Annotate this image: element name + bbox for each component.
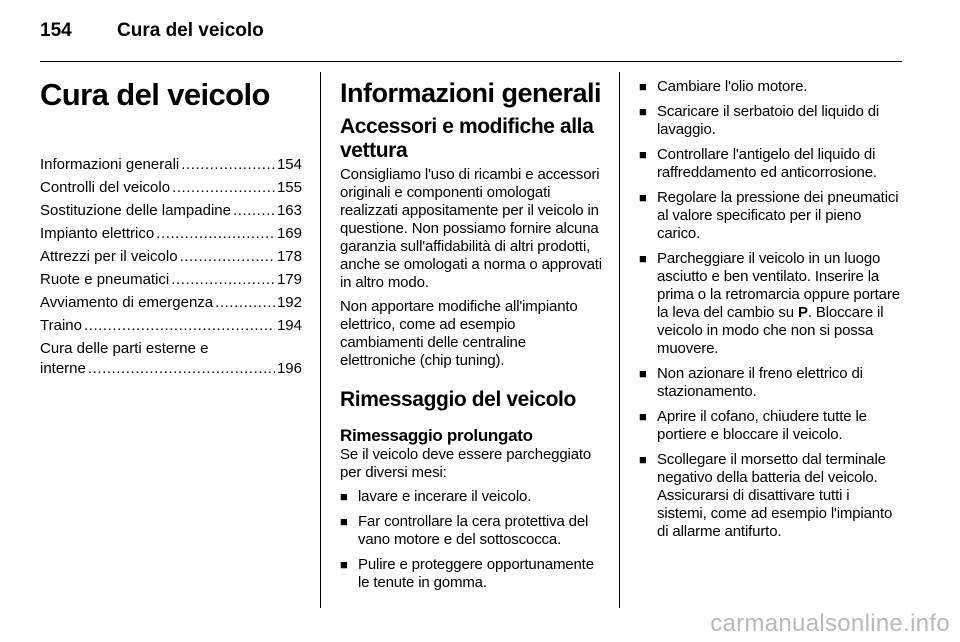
square-bullet-icon: ■ — [340, 489, 348, 504]
column-divider-2 — [619, 72, 620, 608]
leader-dots — [215, 293, 275, 313]
storage-bullet-list — [340, 488, 602, 592]
square-bullet-icon: ■ — [639, 104, 647, 119]
leader-dots — [181, 155, 275, 175]
toc-column — [40, 72, 302, 382]
leader-dots — [88, 359, 275, 379]
list-item: ■ Cambiare l'olio motore. — [639, 78, 808, 95]
header-divider — [40, 61, 902, 62]
square-bullet-icon: ■ — [340, 514, 348, 529]
storage-intro: Se il veicolo deve essere parcheggiato per diversi mesi: — [340, 446, 592, 481]
toc-item[interactable]: Cura delle parti esterne e interne . . . 196 — [40, 339, 302, 379]
square-bullet-icon: ■ — [340, 557, 348, 572]
column-divider-1 — [320, 72, 321, 608]
list-item: ■ Far controllare la cera protettiva del vano motore e del sottoscocca. — [340, 513, 589, 548]
toc-item[interactable]: Attrezzi per il veicolo . . . 178 — [40, 247, 302, 267]
square-bullet-icon: ■ — [639, 366, 647, 381]
toc-item[interactable]: Ruote e pneumatici . . . 179 — [40, 270, 302, 290]
middle-column — [340, 72, 602, 599]
list-item: ■ Pulire e proteggere opportunamente le tenute in gomma. — [340, 556, 594, 591]
gear-position-p: P — [797, 304, 808, 321]
toc-item[interactable]: Sostituzione delle lampadine . . . 163 — [40, 201, 302, 221]
page-header — [40, 20, 902, 48]
leader-dots — [180, 247, 275, 267]
square-bullet-icon: ■ — [639, 147, 647, 162]
watermark: carmanualsonline.info — [710, 610, 950, 637]
list-item: ■ Regolare la pressione dei pneumatici al valore specificato per il pieno carico. — [639, 189, 899, 242]
leader-dots — [233, 201, 275, 221]
list-item: ■ Parcheggiare il veicolo in un luogo asciutto e ben ventilato. Inserire la prima o la retromarcia oppure portare la leva del cambio su P. Bloccare il veicolo in modo che non si possa muovere. — [639, 250, 900, 357]
toc-item[interactable]: Controlli del veicolo . . . 155 — [40, 178, 302, 198]
page-number: 154 — [40, 20, 72, 41]
toc-list — [40, 155, 302, 379]
leader-dots — [156, 224, 275, 244]
modifications-paragraph: Non apportare modifiche all'impianto elettrico, come ad esempio cambiamenti delle centraline elettroniche (chip tuning). — [340, 298, 578, 369]
leader-dots — [172, 178, 275, 198]
chapter-title: Cura del veicolo — [40, 77, 270, 112]
square-bullet-icon: ■ — [639, 452, 647, 467]
toc-item[interactable]: Avviamento di emergenza . . . 192 — [40, 293, 302, 313]
list-item: ■ Aprire il cofano, chiudere tutte le portiere e bloccare il veicolo. — [639, 408, 867, 443]
storage-heading: Rimessaggio del veicolo — [340, 388, 576, 411]
section-title: Informazioni generali — [340, 78, 602, 108]
toc-item[interactable]: Informazioni generali . . . 154 — [40, 155, 302, 175]
list-item: ■ Scaricare il serbatoio del liquido di lavaggio. — [639, 103, 880, 138]
leader-dots — [84, 316, 275, 336]
square-bullet-icon: ■ — [639, 79, 647, 94]
accessories-paragraph: Consigliamo l'uso di ricambi e accessori originali e componenti omologati realizzati appositamente per il veicolo in questione. Non possiamo fornire alcuna garanzia sull'affidabilità di altri prodotti, anche se omologati a norma o approvati in altro modo. — [340, 166, 602, 291]
list-item: ■ Scollegare il morsetto dal terminale negativo della batteria del veicolo. Assicurarsi di disattivare tutti i sistemi, come ad esempio l'impianto di allarme antifurto. — [639, 451, 893, 540]
square-bullet-icon: ■ — [639, 409, 647, 424]
storage-bullet-list-continued — [639, 78, 901, 541]
toc-item[interactable]: Impianto elettrico . . . 169 — [40, 224, 302, 244]
square-bullet-icon: ■ — [639, 251, 647, 266]
list-item: ■ Controllare l'antigelo del liquido di raffreddamento ed anticorrosione. — [639, 146, 877, 181]
right-column — [639, 78, 901, 548]
toc-item[interactable]: Traino . . . 194 — [40, 316, 302, 336]
accessories-heading: Accessori e modifiche alla vettura — [340, 115, 594, 162]
long-storage-heading: Rimessaggio prolungato — [340, 426, 533, 445]
leader-dots — [171, 270, 275, 290]
square-bullet-icon: ■ — [639, 190, 647, 205]
list-item: ■ lavare e incerare il veicolo. — [340, 488, 532, 505]
header-title: Cura del veicolo — [117, 20, 264, 41]
list-item: ■ Non azionare il freno elettrico di stazionamento. — [639, 365, 863, 400]
